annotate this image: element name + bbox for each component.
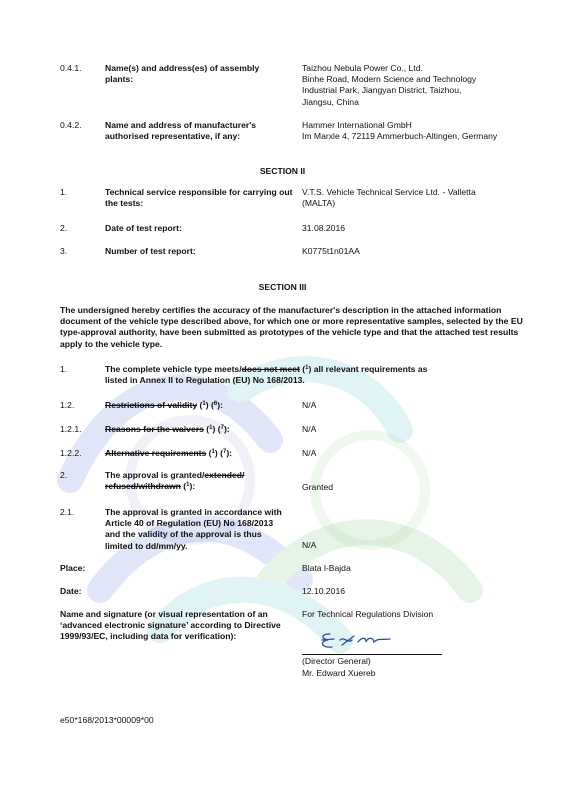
struck-text: extended/ refused/withdrawn: [105, 470, 245, 492]
date-value: 12.10.2016: [302, 586, 346, 596]
label-text: ) all relevant requirements as listed in Annex II to Regulation (EU) No 168/2013.: [105, 364, 428, 386]
signatory-name: Mr. Edward Xuereb: [302, 668, 376, 678]
struck-text: Reasons for the waivers: [105, 424, 204, 434]
item-number: 1.: [60, 364, 68, 374]
certification-paragraph: The undersigned hereby certifies the accuracy of the manufacturer's description in the attached information document of the vehicle type described above, for which one or more representative samples, selected by the EU type-approval authority, have been submitted as prototypes of the vehicle type and that the attached test results apply to the vehicle type.: [60, 305, 523, 349]
label-text: (: [299, 364, 306, 374]
item-value: [302, 120, 547, 142]
item-label: [105, 364, 435, 386]
item-value: N/A: [302, 448, 317, 458]
date-label: Date:: [60, 586, 82, 596]
item-label: Name and address of manufacturer's authorised representative, if any:: [105, 120, 257, 142]
item-value: V.T.S. Vehicle Technical Service Ltd. - Valletta (MALTA): [302, 187, 476, 209]
item-value: 31.08.2016: [302, 223, 346, 233]
item-number: 2.: [60, 223, 68, 233]
item-label: The approval is granted/extended/ refused/withdrawn ($^1$):: [105, 470, 245, 492]
section-heading: SECTION III: [258, 282, 307, 292]
label-text: The complete vehicle type meets/: [105, 364, 242, 374]
section-heading: SECTION II: [259, 166, 306, 176]
item-label: The approval is granted in accordance with Article 40 of Regulation (EU) No 168/2013 and the validity of the approval is thus limited to dd/mm/yy.: [105, 507, 282, 551]
item-number: 1.: [60, 187, 68, 197]
handwritten-signature: [318, 628, 408, 654]
signature-label: Name and signature (or visual representation of an ‘advanced electronic signature’ according to Directive 1999/93/EC, including data for verification):: [60, 609, 281, 642]
item-number: 2.1.: [60, 507, 75, 517]
item-value: [302, 63, 547, 108]
item-number: 1.2.: [60, 400, 75, 410]
item-label: Restrictions of validity ($^1$) ($^6$):: [105, 400, 223, 410]
footnote-ref: 7: [222, 449, 227, 455]
footnote-ref: 1: [186, 482, 190, 489]
place-label: Place:: [60, 563, 86, 573]
footnote-ref: 7: [220, 425, 224, 431]
place-value: Blata l-Bajda: [302, 563, 351, 573]
item-number: 0.4.1.: [60, 63, 82, 73]
item-label: Reasons for the waivers ($^1$) ($^7$):: [105, 424, 230, 434]
item-number: 2.: [60, 470, 68, 480]
value-line: Taizhou Nebula Power Co., Ltd.: [302, 63, 423, 73]
value-line: Binhe Road, Modern Science and Technology: [302, 74, 477, 85]
footnote-ref: 6: [213, 401, 218, 407]
value-line: Hammer International GmbH: [302, 120, 412, 130]
item-label: Date of test report:: [105, 223, 182, 233]
footnote-ref: 1: [202, 401, 206, 407]
division-text: For Technical Regulations Division: [302, 609, 434, 619]
footnote-ref: 1: [305, 365, 309, 371]
item-label: Number of test report:: [105, 246, 196, 256]
item-label: Technical service responsible for carrying out the tests:: [105, 187, 293, 209]
item-number: 3.: [60, 246, 68, 256]
value-line: Im Marxle 4, 72119 Ammerbuch-Altingen, Germany: [302, 131, 498, 142]
value-line: Jiangsu, China: [302, 96, 359, 107]
item-value: N/A: [302, 400, 317, 410]
struck-text: does not meet: [241, 364, 300, 374]
item-number: 1.2.2.: [60, 448, 82, 458]
footnote-ref: 1: [209, 425, 213, 431]
signatory-title: (Director General): [302, 656, 371, 666]
value-line: Industrial Park, Jiangyan District, Taizhou,: [302, 85, 462, 96]
approval-number-footer: e50*168/2013*00009*00: [60, 715, 154, 725]
item-value: N/A: [302, 424, 317, 434]
item-label: Name(s) and address(es) of assembly plants:: [105, 63, 260, 85]
item-label: Alternative requirements ($^1$) ($^7$):: [105, 448, 233, 458]
signature-line: [302, 654, 442, 655]
label-text: The approval is granted/: [105, 470, 205, 480]
struck-text: Alternative requirements: [105, 448, 207, 458]
footnote-ref: 1: [211, 449, 215, 455]
struck-text: Restrictions of validity: [105, 400, 198, 410]
item-number: 1.2.1.: [60, 424, 82, 434]
item-value: K0775t1n01AA: [302, 246, 360, 256]
item-number: 0.4.2.: [60, 120, 82, 130]
item-value: Granted: [302, 482, 334, 492]
item-value: N/A: [302, 540, 317, 550]
